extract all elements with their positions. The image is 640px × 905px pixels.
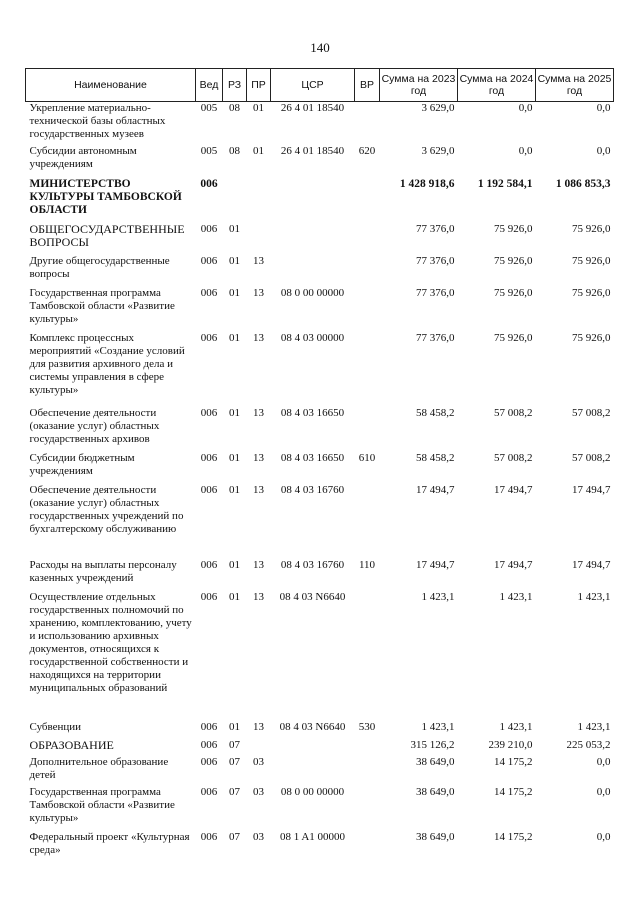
row-vr bbox=[355, 178, 380, 223]
row-pr bbox=[247, 739, 271, 756]
table-row bbox=[26, 786, 614, 831]
row-pr: 13 bbox=[253, 406, 264, 419]
row-csr: 08 4 03 00000 bbox=[280, 331, 345, 344]
row-vr bbox=[355, 102, 380, 145]
row-rz: 01 bbox=[229, 720, 240, 733]
row-name: Субсидии бюджетным учреждениям bbox=[29, 451, 135, 477]
row-rz: 01 bbox=[229, 254, 240, 267]
row-ved: 005 bbox=[200, 102, 218, 114]
row-vr bbox=[355, 287, 380, 332]
row-vr bbox=[355, 223, 380, 255]
row-csr bbox=[271, 739, 355, 756]
row-name: Государственная программа Тамбовской области «Развитие культуры» bbox=[29, 785, 175, 824]
row-csr: 08 0 00 00000 bbox=[280, 785, 345, 798]
row-sum-2024: 1 423,1 bbox=[499, 720, 533, 733]
row-sum-2023: 315 126,2 bbox=[410, 738, 455, 751]
row-name: ОБЩЕГОСУДАРСТВЕННЫЕ ВОПРОСЫ bbox=[29, 221, 185, 249]
row-sum-2024: 75 926,0 bbox=[494, 286, 533, 299]
row-sum-2023: 77 376,0 bbox=[416, 222, 455, 235]
row-name: Расходы на выплаты персоналу казенных учреждений bbox=[29, 558, 177, 584]
row-sum-2025: 57 008,2 bbox=[572, 406, 611, 419]
row-sum-2024: 75 926,0 bbox=[494, 331, 533, 344]
row-rz: 08 bbox=[229, 102, 240, 114]
header-name: Наименование bbox=[26, 69, 196, 102]
row-rz: 01 bbox=[229, 483, 240, 496]
header-sum-2023: Сумма на 2023 год bbox=[380, 69, 458, 102]
row-sum-2024: 1 423,1 bbox=[499, 590, 533, 603]
table-row bbox=[26, 287, 614, 332]
header-ved: Вед bbox=[196, 69, 223, 102]
row-sum-2024: 57 008,2 bbox=[494, 451, 533, 464]
row-sum-2023: 1 428 918,6 bbox=[399, 177, 455, 190]
row-rz: 07 bbox=[229, 830, 240, 843]
header-pr: ПР bbox=[247, 69, 271, 102]
row-vr bbox=[355, 255, 380, 287]
row-pr: 13 bbox=[253, 254, 264, 267]
header-rz: РЗ bbox=[223, 69, 247, 102]
row-csr: 08 4 03 16760 bbox=[280, 558, 345, 571]
table-row bbox=[26, 559, 614, 591]
row-rz: 01 bbox=[229, 406, 240, 419]
row-sum-2024: 1 192 584,1 bbox=[477, 177, 533, 190]
row-sum-2025: 75 926,0 bbox=[572, 286, 611, 299]
row-rz: 07 bbox=[229, 785, 240, 798]
row-csr: 26 4 01 18540 bbox=[280, 102, 345, 114]
row-name: МИНИСТЕРСТВО КУЛЬТУРЫ ТАМБОВСКОЙ ОБЛАСТИ bbox=[29, 177, 182, 216]
row-rz: 01 bbox=[229, 286, 240, 299]
row-sum-2025: 1 423,1 bbox=[577, 590, 611, 603]
row-sum-2023: 3 629,0 bbox=[421, 102, 455, 114]
row-csr: 26 4 01 18540 bbox=[280, 144, 345, 157]
row-sum-2023: 77 376,0 bbox=[416, 331, 455, 344]
row-csr: 08 0 00 00000 bbox=[280, 286, 345, 299]
row-vr bbox=[355, 484, 380, 559]
row-vr: 530 bbox=[358, 720, 376, 733]
table-row bbox=[26, 102, 614, 145]
row-ved: 006 bbox=[200, 483, 218, 496]
table-row bbox=[26, 484, 614, 559]
page-number: 140 bbox=[310, 40, 330, 55]
table-row bbox=[26, 739, 614, 756]
row-sum-2023: 38 649,0 bbox=[416, 830, 455, 843]
row-sum-2023: 58 458,2 bbox=[416, 406, 455, 419]
row-sum-2025: 17 494,7 bbox=[572, 483, 611, 496]
row-pr: 13 bbox=[253, 590, 264, 603]
row-rz: 01 bbox=[229, 590, 240, 603]
row-name: Осуществление отдельных государственных полномочий по хранению, комплектованию, учету и использованию архивных документов, относящихся к государственной собственности и находящихся на территории муниципальных образований bbox=[29, 590, 192, 694]
row-pr: 13 bbox=[253, 331, 264, 344]
row-vr bbox=[355, 332, 380, 407]
row-rz: 01 bbox=[229, 451, 240, 464]
row-rz: 01 bbox=[229, 331, 240, 344]
header-csr: ЦСР bbox=[271, 69, 355, 102]
table-row bbox=[26, 332, 614, 407]
row-sum-2024: 75 926,0 bbox=[494, 222, 533, 235]
row-vr bbox=[355, 756, 380, 786]
row-ved: 005 bbox=[200, 144, 218, 157]
row-ved: 006 bbox=[200, 331, 218, 344]
header-sum-2025: Сумма на 2025 год bbox=[536, 69, 614, 102]
budget-table bbox=[25, 68, 614, 861]
row-pr: 13 bbox=[253, 451, 264, 464]
table-row bbox=[26, 591, 614, 721]
row-sum-2024: 57 008,2 bbox=[494, 406, 533, 419]
row-rz: 08 bbox=[229, 144, 240, 157]
table-row bbox=[26, 831, 614, 861]
row-rz: 01 bbox=[229, 558, 240, 571]
row-rz: 07 bbox=[229, 755, 240, 768]
table-header-row bbox=[26, 69, 614, 102]
row-csr: 08 4 03 N6640 bbox=[279, 720, 346, 733]
row-csr: 08 1 A1 00000 bbox=[279, 830, 346, 843]
row-pr: 13 bbox=[253, 483, 264, 496]
row-sum-2025: 0,0 bbox=[596, 144, 611, 157]
table-row bbox=[26, 145, 614, 178]
row-vr: 620 bbox=[358, 144, 376, 157]
row-ved: 006 bbox=[200, 590, 218, 603]
row-pr: 13 bbox=[253, 286, 264, 299]
table-row bbox=[26, 178, 614, 223]
row-name: ОБРАЗОВАНИЕ bbox=[29, 737, 114, 752]
row-ved: 006 bbox=[200, 286, 218, 299]
row-csr: 08 4 03 16650 bbox=[280, 406, 345, 419]
row-name: Субвенции bbox=[29, 720, 82, 733]
row-name: Обеспечение деятельности (оказание услуг) областных государственных архивов bbox=[29, 406, 160, 445]
row-rz: 01 bbox=[229, 222, 240, 235]
row-sum-2024: 17 494,7 bbox=[494, 483, 533, 496]
row-ved: 006 bbox=[200, 406, 218, 419]
row-sum-2023: 1 423,1 bbox=[421, 590, 455, 603]
row-csr bbox=[271, 756, 355, 786]
row-sum-2024: 239 210,0 bbox=[488, 738, 533, 751]
table-row bbox=[26, 721, 614, 739]
row-pr: 03 bbox=[253, 830, 264, 843]
row-rz bbox=[223, 178, 247, 223]
row-sum-2025: 1 086 853,3 bbox=[555, 177, 611, 190]
row-sum-2024: 0,0 bbox=[518, 102, 533, 114]
row-sum-2025: 1 423,1 bbox=[577, 720, 611, 733]
row-name: Федеральный проект «Культурная среда» bbox=[29, 830, 190, 856]
row-pr: 03 bbox=[253, 755, 264, 768]
row-ved: 006 bbox=[200, 558, 218, 571]
row-ved: 006 bbox=[200, 222, 218, 235]
row-sum-2023: 38 649,0 bbox=[416, 785, 455, 798]
row-pr: 13 bbox=[253, 558, 264, 571]
row-csr: 08 4 03 16650 bbox=[280, 451, 345, 464]
row-name: Государственная программа Тамбовской области «Развитие культуры» bbox=[29, 286, 175, 325]
row-sum-2025: 57 008,2 bbox=[572, 451, 611, 464]
row-sum-2023: 17 494,7 bbox=[416, 483, 455, 496]
row-ved: 006 bbox=[200, 254, 218, 267]
row-name: Укрепление материально-технической базы областных государственных музеев bbox=[29, 102, 166, 140]
table-row bbox=[26, 255, 614, 287]
table-row bbox=[26, 407, 614, 452]
row-vr bbox=[355, 831, 380, 861]
row-ved: 006 bbox=[200, 755, 218, 768]
row-name: Субсидии автономным учреждениям bbox=[29, 144, 137, 170]
row-csr bbox=[271, 223, 355, 255]
row-sum-2023: 77 376,0 bbox=[416, 286, 455, 299]
row-ved: 006 bbox=[200, 830, 218, 843]
row-csr: 08 4 03 16760 bbox=[280, 483, 345, 496]
row-ved: 006 bbox=[200, 785, 218, 798]
table-row bbox=[26, 756, 614, 786]
row-name: Дополнительное образование детей bbox=[29, 755, 169, 781]
row-pr: 01 bbox=[253, 102, 264, 114]
row-sum-2024: 75 926,0 bbox=[494, 254, 533, 267]
row-vr bbox=[355, 786, 380, 831]
row-pr: 03 bbox=[253, 785, 264, 798]
row-pr: 01 bbox=[253, 144, 264, 157]
row-pr bbox=[247, 223, 271, 255]
row-ved: 006 bbox=[200, 451, 218, 464]
table-row bbox=[26, 223, 614, 255]
row-sum-2023: 77 376,0 bbox=[416, 254, 455, 267]
row-name: Другие общегосударственные вопросы bbox=[29, 254, 170, 280]
row-sum-2024: 14 175,2 bbox=[494, 830, 533, 843]
row-ved: 006 bbox=[200, 720, 218, 733]
header-vr: ВР bbox=[355, 69, 380, 102]
row-vr bbox=[355, 407, 380, 452]
row-sum-2023: 38 649,0 bbox=[416, 755, 455, 768]
row-rz: 07 bbox=[229, 738, 240, 751]
row-sum-2025: 75 926,0 bbox=[572, 222, 611, 235]
row-vr bbox=[355, 591, 380, 721]
row-pr: 13 bbox=[253, 720, 264, 733]
row-vr: 610 bbox=[358, 451, 376, 464]
row-vr: 110 bbox=[358, 558, 376, 571]
row-sum-2023: 58 458,2 bbox=[416, 451, 455, 464]
row-sum-2025: 75 926,0 bbox=[572, 331, 611, 344]
row-csr bbox=[271, 178, 355, 223]
row-csr: 08 4 03 N6640 bbox=[279, 590, 346, 603]
row-ved: 006 bbox=[200, 177, 218, 190]
row-vr bbox=[355, 739, 380, 756]
row-sum-2024: 17 494,7 bbox=[494, 558, 533, 571]
row-name: Комплекс процессных мероприятий «Создание условий для развития архивного дела и системы управления в сфере культуры» bbox=[29, 331, 185, 396]
row-sum-2025: 75 926,0 bbox=[572, 254, 611, 267]
row-sum-2025: 17 494,7 bbox=[572, 558, 611, 571]
row-pr bbox=[247, 178, 271, 223]
row-sum-2025: 0,0 bbox=[596, 755, 611, 768]
row-sum-2024: 14 175,2 bbox=[494, 785, 533, 798]
row-name: Обеспечение деятельности (оказание услуг) областных государственных учреждений по бухгалтерскому обслуживанию bbox=[29, 483, 184, 535]
row-csr bbox=[271, 255, 355, 287]
row-ved: 006 bbox=[200, 738, 218, 751]
row-sum-2024: 0,0 bbox=[518, 144, 533, 157]
row-sum-2024: 14 175,2 bbox=[494, 755, 533, 768]
table-row bbox=[26, 452, 614, 484]
row-sum-2023: 17 494,7 bbox=[416, 558, 455, 571]
row-sum-2025: 225 053,2 bbox=[566, 738, 611, 751]
row-sum-2025: 0,0 bbox=[596, 830, 611, 843]
row-sum-2023: 3 629,0 bbox=[421, 144, 455, 157]
header-sum-2024: Сумма на 2024 год bbox=[458, 69, 536, 102]
row-sum-2025: 0,0 bbox=[596, 785, 611, 798]
row-sum-2023: 1 423,1 bbox=[421, 720, 455, 733]
row-sum-2025: 0,0 bbox=[596, 102, 611, 114]
